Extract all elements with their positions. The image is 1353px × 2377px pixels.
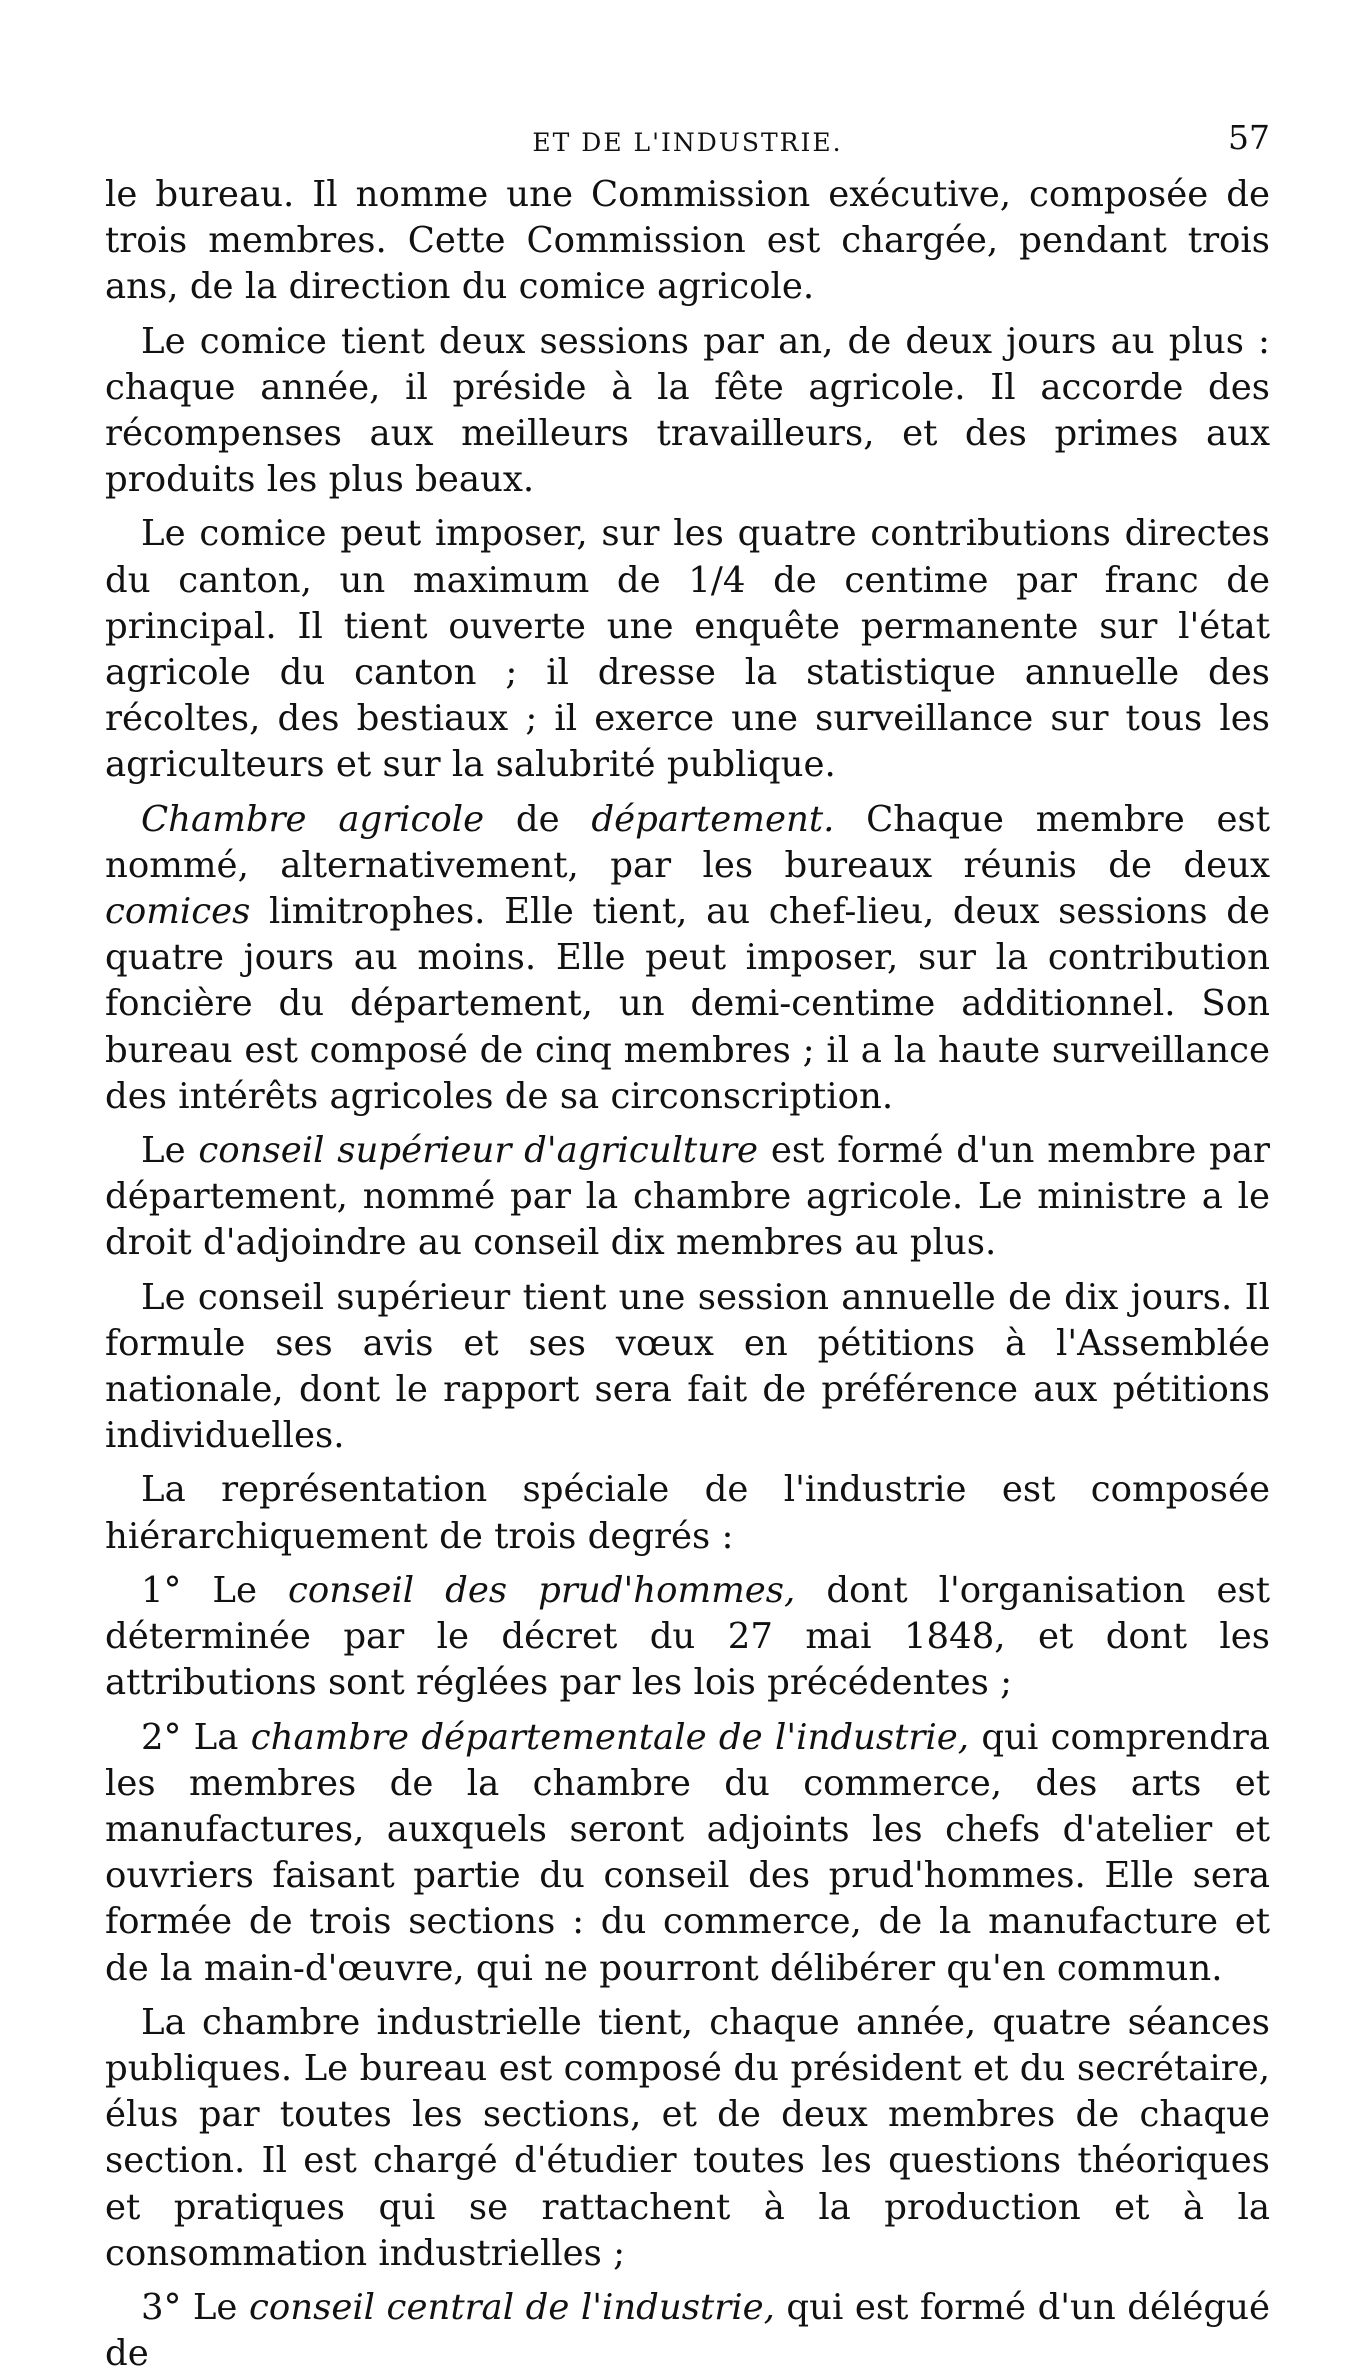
italic-term: département. (591, 798, 835, 840)
running-head (105, 118, 1270, 158)
paragraph-6: Le conseil supérieur tient une session annuelle de dix jours. Il formule ses avis et ses vœux en pétitions à l'Assemblée nationale, dont le rapport sera fait de préférence aux pétitions individuelles. (105, 1276, 1270, 1457)
page-number: 57 (1228, 118, 1270, 157)
italic-term: Chambre agricole (141, 798, 485, 840)
paragraph-10: La chambre industrielle tient, chaque année, quatre séances publiques. Le bureau est composé du président et du secrétaire, élus par toutes les sections, et de deux membres de chaque section. Il est chargé d'étudier toutes les questions théoriques et pratiques qui se rattachent à la production et à la consommation industrielles ; (105, 2001, 1270, 2274)
italic-term: chambre départementale de l'industrie, (250, 1716, 970, 1758)
paragraph-1: le bureau. Il nomme une Commission exécutive, composée de trois membres. Cette Commission est chargée, pendant trois ans, de la direction du comice agricole. (105, 174, 1270, 308)
paragraph-11: 3° Le conseil central de l'industrie, qui est formé d'un délégué de (105, 2286, 1270, 2375)
running-title: ET DE L'INDUSTRIE. (532, 128, 843, 157)
italic-term: conseil central de l'industrie, (248, 2286, 775, 2328)
italic-term: comices (105, 891, 251, 933)
italic-term: conseil supérieur d'agriculture (198, 1130, 759, 1172)
paragraph-4: Chambre agricole de département. Chaque membre est nommé, alternativement, par les bureaux réunis de deux comices limitrophes. Elle tient, au chef-lieu, deux sessions de quatre jours au moins. Elle peut imposer, sur la contribution foncière du département, un demi-centime additionnel. Son bureau est composé de cinq membres ; il a la haute surveillance des intérêts agricoles de sa circonscription. (105, 798, 1270, 1117)
paragraph-7: La représentation spéciale de l'industrie est composée hiérarchiquement de trois degrés : (105, 1469, 1270, 1557)
italic-term: conseil des prud'hommes, (288, 1569, 796, 1611)
paragraph-8: 1° Le conseil des prud'hommes, dont l'organisation est déterminée par le décret du 27 mai 1848, et dont les attributions sont réglées par les lois précédentes ; (105, 1569, 1270, 1704)
paragraph-3: Le comice peut imposer, sur les quatre contributions directes du canton, un maximum de 1/4 de centime par franc de principal. Il tient ouverte une enquête permanente sur l'état agricole du canton ; il dresse la statistique annuelle des récoltes, des bestiaux ; il exerce une surveillance sur tous les agriculteurs et sur la salubrité publique. (105, 513, 1270, 786)
body-text (105, 172, 1270, 2377)
paragraph-2: Le comice tient deux sessions par an, de deux jours au plus : chaque année, il préside à la fête agricole. Il accorde des récompenses aux meilleurs travailleurs, et des primes aux produits les plus beaux. (105, 320, 1270, 501)
paragraph-9: 2° La chambre départementale de l'industrie, qui comprendra les membres de la chambre du commerce, des arts et manufactures, auxquels seront adjoints les chefs d'atelier et ouvriers faisant partie du conseil des prud'hommes. Elle sera formée de trois sections : du commerce, de la manufacture et de la main-d'œuvre, qui ne pourront délibérer qu'en commun. (105, 1716, 1270, 1989)
paragraph-5: Le conseil supérieur d'agriculture est formé d'un membre par département, nommé par la chambre agricole. Le ministre a le droit d'adjoindre au conseil dix membres au plus. (105, 1130, 1270, 1264)
